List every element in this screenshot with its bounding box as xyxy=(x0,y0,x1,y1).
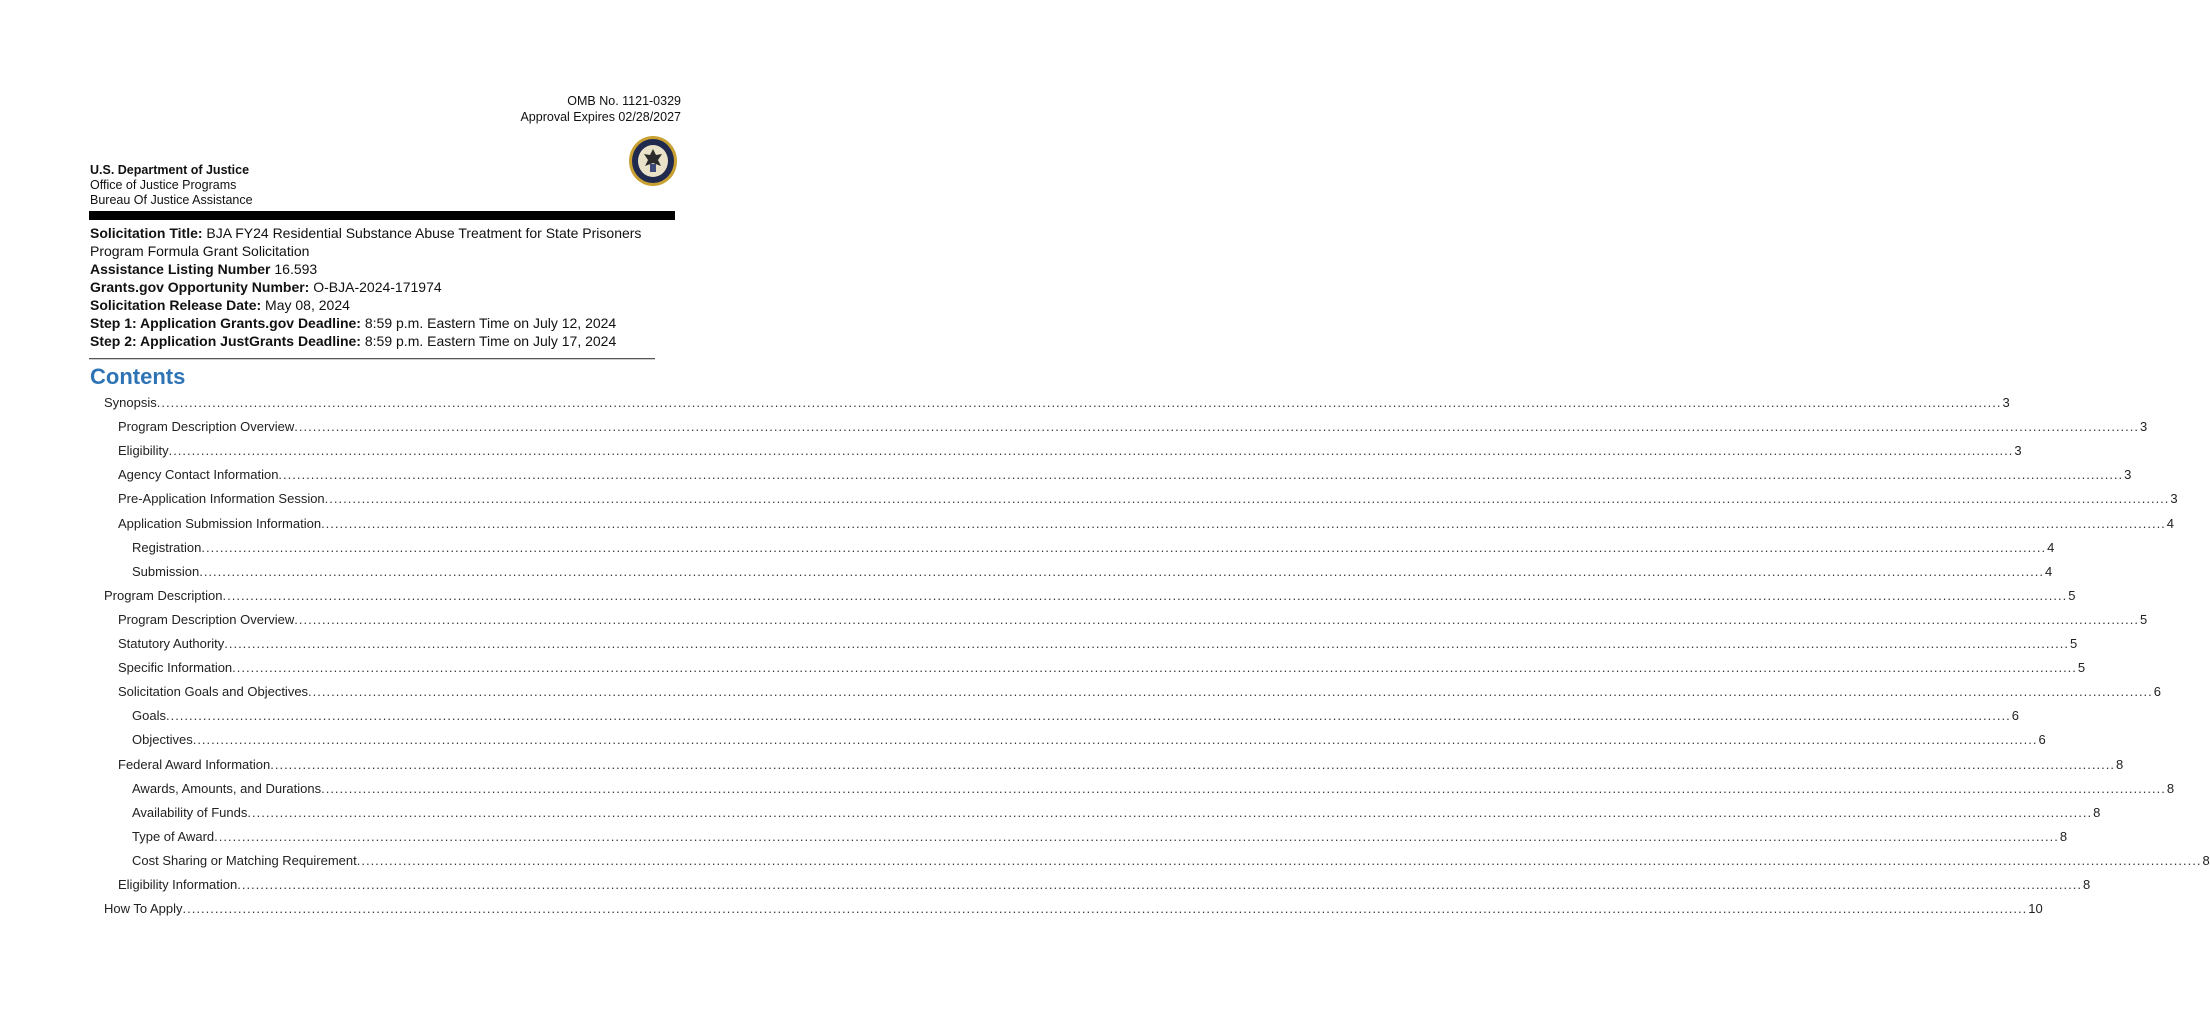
toc-entry[interactable] xyxy=(118,607,2148,627)
opportunity-number-label: Grants.gov Opportunity Number: xyxy=(90,279,310,295)
toc-entry[interactable] xyxy=(132,848,2210,868)
toc-entry-page: 4 xyxy=(2166,515,2175,531)
toc-entry-label: Program Description Overview xyxy=(118,611,295,627)
toc-leader-dots: ................................................................................................................................................................................................................................................................................................................................................................................................................ xyxy=(324,491,2170,507)
toc-leader-dots: ................................................................................................................................................................................................................................................................................................................................................................................................................ xyxy=(321,780,2166,796)
step2-deadline-label: Step 2: Application JustGrants Deadline: xyxy=(90,333,361,349)
toc-entry-label: Objectives xyxy=(132,732,193,748)
toc-leader-dots: ................................................................................................................................................................................................................................................................................................................................................................................................................ xyxy=(356,852,2202,868)
toc-entry-label: Registration xyxy=(132,539,202,555)
toc-entry-page: 3 xyxy=(2170,491,2178,507)
toc-entry-page: 5 xyxy=(2077,660,2086,676)
approval-expires: Approval Expires 02/28/2027 xyxy=(520,110,681,124)
step1-deadline xyxy=(90,314,680,332)
doj-seal-icon xyxy=(628,135,678,187)
toc-entry-page: 8 xyxy=(2059,828,2068,844)
assistance-listing-value: 16.593 xyxy=(270,261,318,277)
toc-entry-page: 8 xyxy=(2166,780,2175,796)
toc-entry[interactable] xyxy=(132,535,2055,555)
toc-entry[interactable] xyxy=(118,631,2078,651)
toc-leader-dots: ................................................................................................................................................................................................................................................................................................................................................................................................................ xyxy=(237,877,2082,892)
toc-leader-dots: ................................................................................................................................................................................................................................................................................................................................................................................................................ xyxy=(278,467,2124,483)
toc-entry-label: Availability of Funds xyxy=(132,804,248,820)
solicitation-divider xyxy=(89,358,655,359)
toc-leader-dots: ................................................................................................................................................................................................................................................................................................................................................................................................................ xyxy=(168,443,2014,459)
toc-entry[interactable] xyxy=(132,727,2046,748)
toc-entry[interactable] xyxy=(104,896,2043,917)
step1-deadline-label: Step 1: Application Grants.gov Deadline: xyxy=(90,315,361,331)
solicitation-title xyxy=(90,224,680,260)
toc-leader-dots: ................................................................................................................................................................................................................................................................................................................................................................................................................ xyxy=(247,804,2093,820)
toc-entry-page: 8 xyxy=(2093,804,2101,820)
opportunity-number-value: O-BJA-2024-171974 xyxy=(309,279,442,295)
toc-entry[interactable] xyxy=(118,462,2132,483)
office-name: Office of Justice Programs xyxy=(90,178,237,192)
toc-entry-page: 6 xyxy=(2038,732,2046,748)
toc-entry[interactable] xyxy=(118,486,2178,507)
toc-leader-dots: ................................................................................................................................................................................................................................................................................................................................................................................................................ xyxy=(232,660,2077,676)
toc-entry[interactable] xyxy=(132,559,2053,579)
step2-deadline xyxy=(90,332,680,350)
toc-entry-page: 4 xyxy=(2044,563,2053,579)
toc-entry[interactable] xyxy=(118,679,2162,700)
toc-entry-label: Cost Sharing or Matching Requirement xyxy=(132,852,357,868)
toc-leader-dots: ................................................................................................................................................................................................................................................................................................................................................................................................................ xyxy=(321,515,2166,531)
toc-entry[interactable] xyxy=(118,872,2091,892)
toc-entry[interactable] xyxy=(132,776,2175,796)
toc-leader-dots: ................................................................................................................................................................................................................................................................................................................................................................................................................ xyxy=(165,708,2011,724)
toc-entry-page: 8 xyxy=(2202,852,2210,868)
release-date xyxy=(90,296,680,314)
toc-entry-label: How To Apply xyxy=(104,901,183,917)
toc-entry-page: 10 xyxy=(2028,901,2043,917)
toc-entry-label: Awards, Amounts, and Durations xyxy=(132,780,322,796)
toc-entry[interactable] xyxy=(104,390,2010,410)
omb-number: OMB No. 1121-0329 xyxy=(567,94,681,108)
toc-entry-label: Solicitation Goals and Objectives xyxy=(118,684,309,700)
toc-entry-page: 3 xyxy=(2014,443,2022,459)
toc-entry-label: Synopsis xyxy=(104,395,157,410)
solicitation-title-value: BJA FY24 Residential Substance Abuse Treatment for State Prisoners Program Formula Grant Solicitation xyxy=(90,225,642,259)
toc-entry-page: 3 xyxy=(2140,419,2148,435)
toc-entry-label: Application Submission Information xyxy=(118,515,322,531)
toc-leader-dots: ................................................................................................................................................................................................................................................................................................................................................................................................................ xyxy=(182,901,2028,917)
toc-leader-dots: ................................................................................................................................................................................................................................................................................................................................................................................................................ xyxy=(214,828,2059,844)
toc-leader-dots: ................................................................................................................................................................................................................................................................................................................................................................................................................ xyxy=(192,732,2038,748)
toc-leader-dots: ................................................................................................................................................................................................................................................................................................................................................................................................................ xyxy=(308,684,2153,700)
toc-entry-page: 4 xyxy=(2047,539,2055,555)
toc-entry[interactable] xyxy=(118,438,2022,459)
toc-entry[interactable] xyxy=(118,655,2086,676)
toc-entry-label: Program Description xyxy=(104,587,223,603)
toc-entry-page: 3 xyxy=(2002,395,2010,410)
opportunity-number xyxy=(90,278,680,296)
toc-entry-page: 8 xyxy=(2082,877,2091,892)
toc-entry-label: Specific Information xyxy=(118,660,233,676)
toc-leader-dots: ................................................................................................................................................................................................................................................................................................................................................................................................................ xyxy=(294,611,2140,627)
release-date-label: Solicitation Release Date: xyxy=(90,297,262,313)
header-divider xyxy=(89,211,675,220)
toc-leader-dots: ................................................................................................................................................................................................................................................................................................................................................................................................................ xyxy=(294,419,2140,435)
toc-entry-label: Type of Award xyxy=(132,828,215,844)
department-name: U.S. Department of Justice xyxy=(90,163,250,177)
assistance-listing-label: Assistance Listing Number xyxy=(90,261,271,277)
toc-leader-dots: ................................................................................................................................................................................................................................................................................................................................................................................................................ xyxy=(201,539,2047,555)
step2-deadline-value: 8:59 p.m. Eastern Time on July 17, 2024 xyxy=(360,333,617,349)
toc-entry[interactable] xyxy=(118,414,2148,435)
toc-entry-label: Federal Award Information xyxy=(118,756,271,772)
bureau-name: Bureau Of Justice Assistance xyxy=(90,193,253,207)
toc-entry-page: 5 xyxy=(2068,587,2076,603)
toc-entry-page: 6 xyxy=(2011,708,2019,724)
toc-entry[interactable] xyxy=(132,703,2019,724)
assistance-listing xyxy=(90,260,680,278)
department-block xyxy=(90,163,253,208)
solicitation-title-label: Solicitation Title: xyxy=(90,225,203,241)
toc-entry[interactable] xyxy=(104,583,2076,603)
toc-entry-page: 3 xyxy=(2124,467,2132,483)
contents-heading: Contents xyxy=(90,364,186,389)
toc-entry[interactable] xyxy=(118,752,2124,772)
toc-entry-label: Eligibility xyxy=(118,443,169,459)
toc-entry-label: Agency Contact Information xyxy=(118,467,279,483)
toc-entry[interactable] xyxy=(132,800,2101,820)
toc-entry-label: Pre-Application Information Session xyxy=(118,491,325,507)
toc-leader-dots: ................................................................................................................................................................................................................................................................................................................................................................................................................ xyxy=(224,636,2069,651)
toc-entry-label: Goals xyxy=(132,708,166,724)
toc-entry-label: Statutory Authority xyxy=(118,636,225,651)
toc-entry[interactable] xyxy=(118,511,2175,531)
release-date-value: May 08, 2024 xyxy=(261,297,350,313)
toc-entry-page: 8 xyxy=(2115,756,2124,772)
toc-entry-page: 5 xyxy=(2140,611,2148,627)
omb-block xyxy=(520,93,681,125)
toc-leader-dots: ................................................................................................................................................................................................................................................................................................................................................................................................................ xyxy=(270,756,2115,772)
toc-entry-label: Eligibility Information xyxy=(118,877,238,892)
step1-deadline-value: 8:59 p.m. Eastern Time on July 12, 2024 xyxy=(360,315,617,331)
toc-entry[interactable] xyxy=(132,824,2068,844)
toc-entry-page: 5 xyxy=(2069,636,2078,651)
toc-entry-label: Program Description Overview xyxy=(118,419,295,435)
solicitation-block xyxy=(90,224,680,350)
toc-leader-dots: ................................................................................................................................................................................................................................................................................................................................................................................................................ xyxy=(222,587,2068,603)
toc-entry-page: 6 xyxy=(2153,684,2162,700)
toc-leader-dots: ................................................................................................................................................................................................................................................................................................................................................................................................................ xyxy=(199,563,2044,579)
toc-leader-dots: ................................................................................................................................................................................................................................................................................................................................................................................................................ xyxy=(156,395,2002,410)
toc-entry-label: Submission xyxy=(132,563,200,579)
